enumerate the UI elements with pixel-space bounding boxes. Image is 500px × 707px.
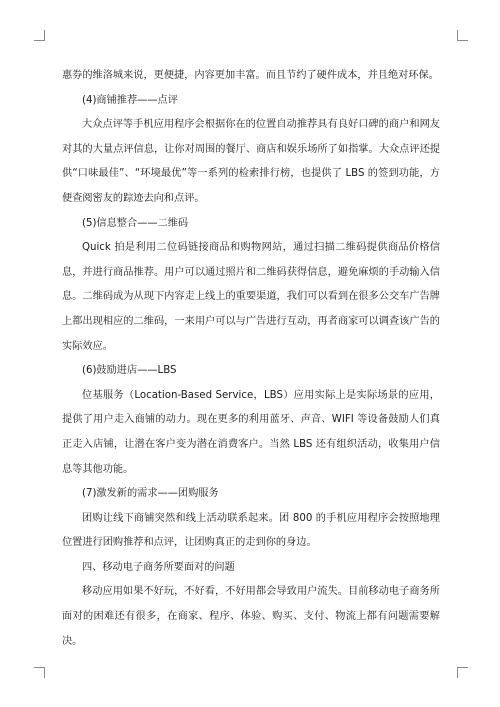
crop-mark-top-left (34, 30, 45, 41)
heading-lbs: (6)鼓励进店——LBS (82, 365, 177, 377)
heading-group-buying: (7)激发新的需求——团购服务 (82, 488, 219, 500)
heading-section-four: 四、移动电子商务所要面对的问题 (82, 561, 235, 573)
document-body (62, 64, 440, 654)
heading-shop-recommendation: (4)商铺推荐——点评 (82, 94, 178, 106)
crop-mark-top-right (457, 30, 468, 41)
paragraph-dianping: 大众点评等手机应用程序会根据你在的位置自动推荐具有良好口碑的商户和网友对其的大量点评信息，让你对周围的餐厅、商店和娱乐场所了如指掌。大众点评还提供“口味最佳”、“环境最优”等一系列的检索排行榜，也提供了 LBS 的签到功能，方便查阅密友的踪迹去向和点评。 (62, 119, 440, 204)
heading-qr-code: (5)信息整合——二维码 (82, 217, 189, 229)
paragraph-lbs: 位基服务（Location-Based Service，LBS）应用实际上是实际场景的应用，提供了用户走入商铺的动力。现在更多的利用蓝牙、声音、WIFI 等设备鼓励人们真正走入店铺，让潜在客户变为潜在消费客户。当然 LBS 还有组织活动，收集用户信息等其他功能。 (62, 389, 440, 475)
crop-mark-bottom-left (34, 667, 45, 678)
paragraph-group-buying: 团购让线下商铺突然和线上活动联系起来。团 800 的手机应用程序会按照地理位置进行团购推荐和点评，让团购真正的走到你的身边。 (62, 512, 440, 549)
paragraph-problems: 移动应用如果不好玩，不好看，不好用都会导致用户流失。目前移动电子商务所面对的困难还有很多，在商家、程序、体验、购买、支付、物流上都有问题需要解决。 (62, 586, 440, 647)
paragraph-intro: 惠券的维洛城来说，更便捷，内容更加丰富。而且节约了硬件成本，并且绝对环保。 (62, 70, 439, 81)
crop-mark-bottom-right (457, 667, 468, 678)
paragraph-qr-code: Quick 拍是利用二位码链接商品和购物网站，通过扫描二维码提供商品价格信息，并进行商品推荐。用户可以通过照片和二维码获得信息，避免麻烦的手动输入信息。二维码成为从现下内容走上线上的重要渠道，我们可以看到在很多公交车广告牌上都出现相应的二维码，一来用户可以与广告进行互动，再者商家可以调查该广告的实际效应。 (62, 242, 440, 352)
